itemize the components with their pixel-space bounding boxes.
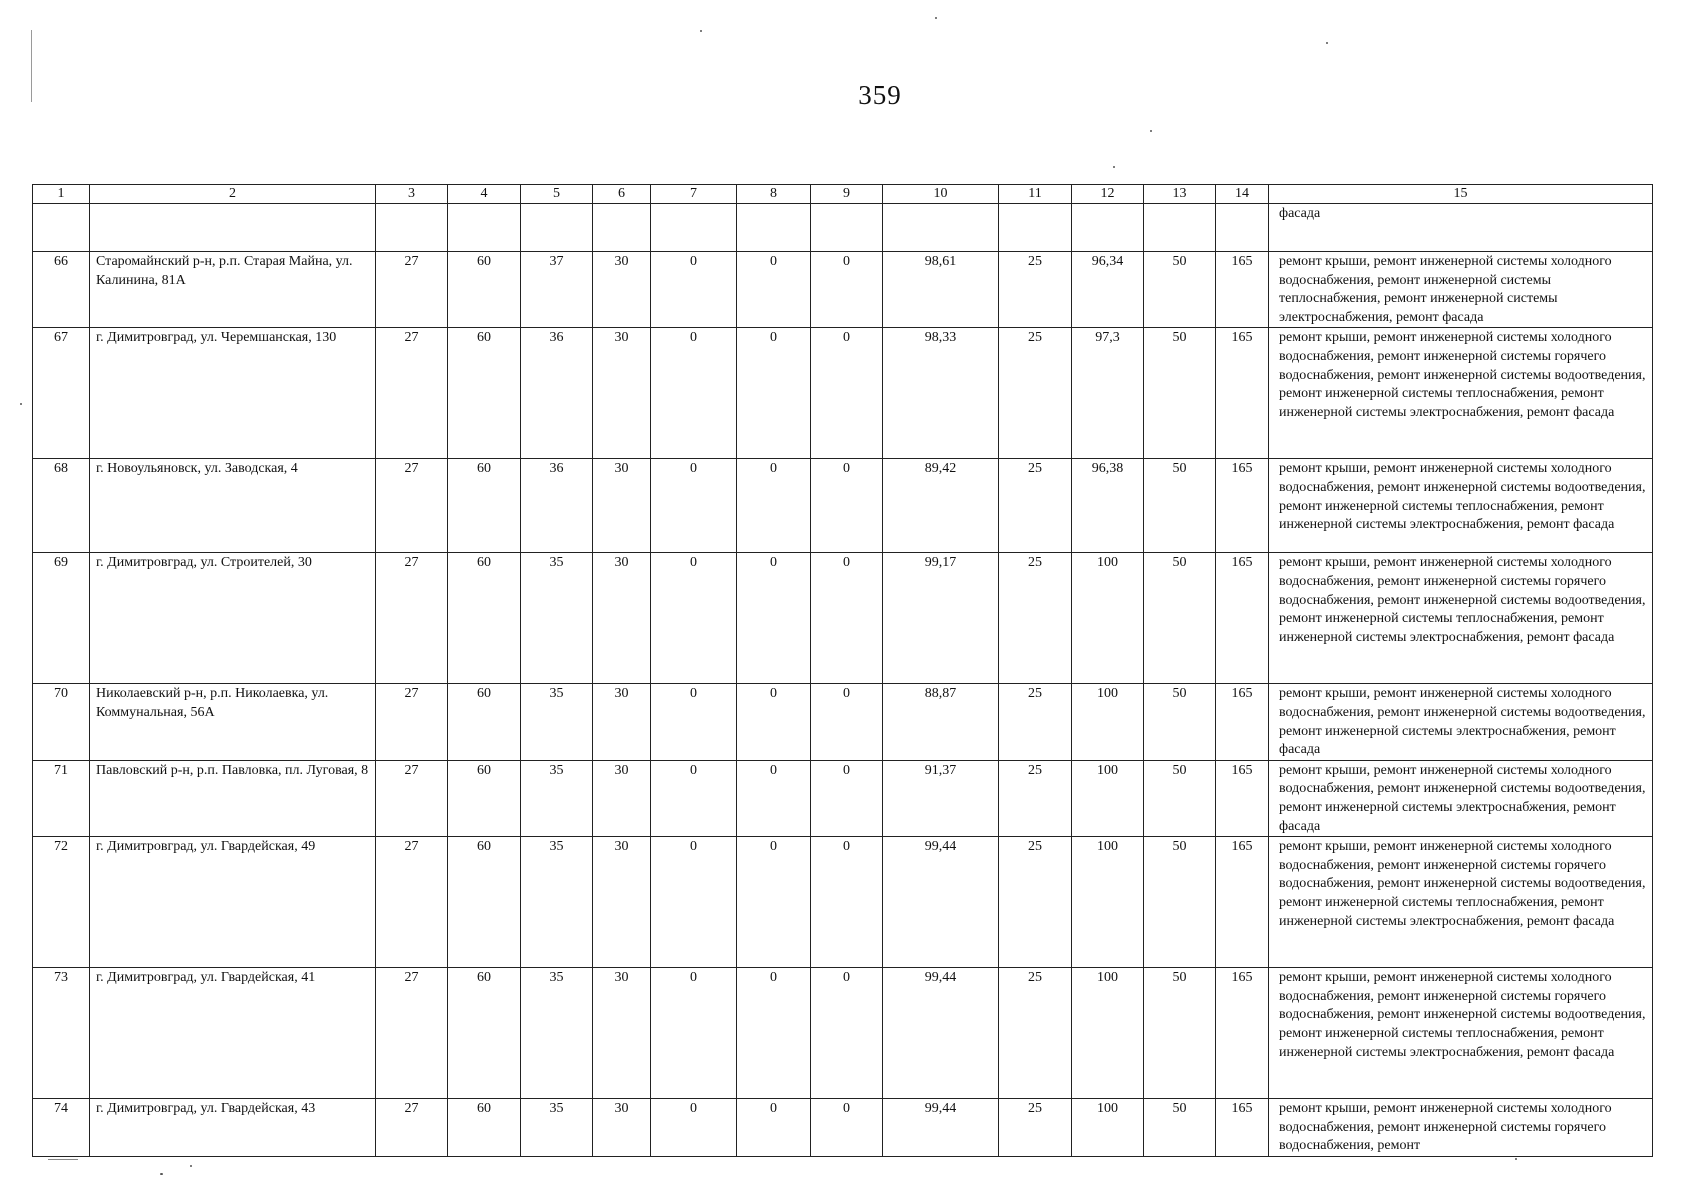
- value-cell-c9: 0: [811, 837, 883, 968]
- value-cell-c13: 50: [1144, 1099, 1216, 1157]
- column-number-5: 5: [521, 185, 593, 204]
- table-row: [33, 459, 1653, 553]
- value-cell-c14: 165: [1216, 760, 1269, 836]
- value-cell-c7: 0: [651, 459, 737, 553]
- value-cell-c14: 165: [1216, 553, 1269, 684]
- scan-speck: [1113, 166, 1115, 168]
- value-cell-c6: 30: [593, 968, 651, 1099]
- value-cell-c5: 36: [521, 459, 593, 553]
- value-cell-c7: 0: [651, 837, 737, 968]
- value-cell-c10: 98,61: [883, 252, 999, 328]
- value-cell-c9: 0: [811, 684, 883, 760]
- cell: [999, 204, 1072, 252]
- value-cell-c12: 100: [1072, 684, 1144, 760]
- value-cell-c9: 0: [811, 252, 883, 328]
- row-number: 66: [33, 252, 90, 328]
- value-cell-c6: 30: [593, 252, 651, 328]
- value-cell-c12: 96,34: [1072, 252, 1144, 328]
- works-cell: ремонт крыши, ремонт инженерной системы холодного водоснабжения, ремонт инженерной системы горячего водоснабжения, ремонт инженерной системы водоотведения, ремонт инженерной системы теплоснабжения, ремонт инженерной системы электроснабжения, ремонт фасада: [1269, 837, 1653, 968]
- cell: [737, 204, 811, 252]
- table-row: [33, 968, 1653, 1099]
- works-cell: ремонт крыши, ремонт инженерной системы холодного водоснабжения, ремонт инженерной системы горячего водоснабжения, ремонт инженерной системы водоотведения, ремонт инженерной системы теплоснабжения, ремонт инженерной системы электроснабжения, ремонт фасада: [1269, 328, 1653, 459]
- value-cell-c10: 99,44: [883, 1099, 999, 1157]
- value-cell-c4: 60: [448, 684, 521, 760]
- value-cell-c11: 25: [999, 684, 1072, 760]
- value-cell-c14: 165: [1216, 837, 1269, 968]
- value-cell-c14: 165: [1216, 1099, 1269, 1157]
- value-cell-c6: 30: [593, 684, 651, 760]
- value-cell-c9: 0: [811, 328, 883, 459]
- value-cell-c6: 30: [593, 459, 651, 553]
- address-cell: Старомайнский р-н, р.п. Старая Майна, ул. Калинина, 81А: [90, 252, 376, 328]
- value-cell-c5: 35: [521, 837, 593, 968]
- value-cell-c5: 36: [521, 328, 593, 459]
- value-cell-c9: 0: [811, 1099, 883, 1157]
- table-row: [33, 252, 1653, 328]
- value-cell-c3: 27: [376, 459, 448, 553]
- value-cell-c13: 50: [1144, 968, 1216, 1099]
- column-number-9: 9: [811, 185, 883, 204]
- works-table: [32, 184, 1653, 1157]
- continuation-row: [33, 204, 1653, 252]
- column-number-1: 1: [33, 185, 90, 204]
- value-cell-c5: 35: [521, 553, 593, 684]
- value-cell-c10: 88,87: [883, 684, 999, 760]
- column-number-8: 8: [737, 185, 811, 204]
- table-row: [33, 760, 1653, 836]
- column-number-11: 11: [999, 185, 1072, 204]
- value-cell-c9: 0: [811, 760, 883, 836]
- value-cell-c7: 0: [651, 252, 737, 328]
- value-cell-c12: 96,38: [1072, 459, 1144, 553]
- row-number: 70: [33, 684, 90, 760]
- value-cell-c6: 30: [593, 837, 651, 968]
- scan-speck: [700, 30, 702, 32]
- table-row: [33, 328, 1653, 459]
- value-cell-c5: 35: [521, 1099, 593, 1157]
- value-cell-c5: 35: [521, 684, 593, 760]
- column-number-2: 2: [90, 185, 376, 204]
- works-cell: ремонт крыши, ремонт инженерной системы холодного водоснабжения, ремонт инженерной системы горячего водоснабжения, ремонт инженерной системы водоотведения, ремонт инженерной системы теплоснабжения, ремонт инженерной системы электроснабжения, ремонт фасада: [1269, 553, 1653, 684]
- value-cell-c11: 25: [999, 459, 1072, 553]
- column-number-13: 13: [1144, 185, 1216, 204]
- address-cell: г. Димитровград, ул. Гвардейская, 49: [90, 837, 376, 968]
- value-cell-c7: 0: [651, 968, 737, 1099]
- works-cell: ремонт крыши, ремонт инженерной системы холодного водоснабжения, ремонт инженерной системы теплоснабжения, ремонт инженерной системы электроснабжения, ремонт фасада: [1269, 252, 1653, 328]
- scan-speck: [20, 403, 22, 405]
- value-cell-c12: 100: [1072, 553, 1144, 684]
- value-cell-c12: 100: [1072, 1099, 1144, 1157]
- value-cell-c12: 97,3: [1072, 328, 1144, 459]
- value-cell-c11: 25: [999, 252, 1072, 328]
- value-cell-c14: 165: [1216, 328, 1269, 459]
- value-cell-c4: 60: [448, 1099, 521, 1157]
- scan-speck: [1150, 130, 1152, 132]
- value-cell-c8: 0: [737, 968, 811, 1099]
- value-cell-c9: 0: [811, 553, 883, 684]
- value-cell-c4: 60: [448, 968, 521, 1099]
- value-cell-c5: 35: [521, 968, 593, 1099]
- value-cell-c7: 0: [651, 760, 737, 836]
- cell: [811, 204, 883, 252]
- value-cell-c7: 0: [651, 553, 737, 684]
- value-cell-c12: 100: [1072, 760, 1144, 836]
- value-cell-c10: 99,44: [883, 968, 999, 1099]
- value-cell-c8: 0: [737, 252, 811, 328]
- value-cell-c10: 99,17: [883, 553, 999, 684]
- value-cell-c7: 0: [651, 1099, 737, 1157]
- column-number-6: 6: [593, 185, 651, 204]
- value-cell-c11: 25: [999, 328, 1072, 459]
- value-cell-c8: 0: [737, 684, 811, 760]
- value-cell-c8: 0: [737, 837, 811, 968]
- row-number: 71: [33, 760, 90, 836]
- column-number-14: 14: [1216, 185, 1269, 204]
- scan-speck: [1515, 1158, 1517, 1160]
- value-cell-c7: 0: [651, 684, 737, 760]
- works-cell: ремонт крыши, ремонт инженерной системы холодного водоснабжения, ремонт инженерной системы водоотведения, ремонт инженерной системы электроснабжения, ремонт фасада: [1269, 684, 1653, 760]
- column-number-10: 10: [883, 185, 999, 204]
- value-cell-c3: 27: [376, 252, 448, 328]
- cell: [90, 204, 376, 252]
- scan-speck: [160, 1173, 163, 1175]
- value-cell-c5: 37: [521, 252, 593, 328]
- works-cell: ремонт крыши, ремонт инженерной системы холодного водоснабжения, ремонт инженерной системы горячего водоснабжения, ремонт: [1269, 1099, 1653, 1157]
- works-cell: ремонт крыши, ремонт инженерной системы холодного водоснабжения, ремонт инженерной системы горячего водоснабжения, ремонт инженерной системы водоотведения, ремонт инженерной системы теплоснабжения, ремонт инженерной системы электроснабжения, ремонт фасада: [1269, 968, 1653, 1099]
- value-cell-c11: 25: [999, 968, 1072, 1099]
- row-number: 72: [33, 837, 90, 968]
- address-cell: г. Димитровград, ул. Черемшанская, 130: [90, 328, 376, 459]
- scan-speck: [1326, 42, 1328, 44]
- address-cell: г. Димитровград, ул. Гвардейская, 43: [90, 1099, 376, 1157]
- cell: [651, 204, 737, 252]
- value-cell-c8: 0: [737, 760, 811, 836]
- value-cell-c7: 0: [651, 328, 737, 459]
- value-cell-c12: 100: [1072, 837, 1144, 968]
- column-number-4: 4: [448, 185, 521, 204]
- cell: [521, 204, 593, 252]
- value-cell-c11: 25: [999, 837, 1072, 968]
- value-cell-c4: 60: [448, 760, 521, 836]
- value-cell-c11: 25: [999, 760, 1072, 836]
- page-number: 359: [858, 80, 902, 110]
- scan-speck: [935, 17, 937, 19]
- value-cell-c3: 27: [376, 968, 448, 1099]
- column-number-3: 3: [376, 185, 448, 204]
- value-cell-c13: 50: [1144, 760, 1216, 836]
- value-cell-c10: 89,42: [883, 459, 999, 553]
- scan-speck: [190, 1165, 192, 1167]
- address-cell: г. Новоульяновск, ул. Заводская, 4: [90, 459, 376, 553]
- value-cell-c14: 165: [1216, 252, 1269, 328]
- value-cell-c8: 0: [737, 553, 811, 684]
- works-cell: ремонт крыши, ремонт инженерной системы холодного водоснабжения, ремонт инженерной системы водоотведения, ремонт инженерной системы электроснабжения, ремонт фасада: [1269, 760, 1653, 836]
- continuation-text: фасада: [1269, 204, 1653, 252]
- cell: [1144, 204, 1216, 252]
- table-row: [33, 837, 1653, 968]
- value-cell-c10: 98,33: [883, 328, 999, 459]
- value-cell-c8: 0: [737, 328, 811, 459]
- value-cell-c11: 25: [999, 553, 1072, 684]
- table-row: [33, 684, 1653, 760]
- value-cell-c13: 50: [1144, 837, 1216, 968]
- cell: [1072, 204, 1144, 252]
- works-cell: ремонт крыши, ремонт инженерной системы холодного водоснабжения, ремонт инженерной системы водоотведения, ремонт инженерной системы теплоснабжения, ремонт инженерной системы электроснабжения, ремонт фасада: [1269, 459, 1653, 553]
- value-cell-c6: 30: [593, 328, 651, 459]
- scan-speck: [48, 1159, 78, 1160]
- table-row: [33, 553, 1653, 684]
- address-cell: г. Димитровград, ул. Строителей, 30: [90, 553, 376, 684]
- value-cell-c11: 25: [999, 1099, 1072, 1157]
- value-cell-c9: 0: [811, 968, 883, 1099]
- value-cell-c4: 60: [448, 837, 521, 968]
- value-cell-c6: 30: [593, 553, 651, 684]
- value-cell-c6: 30: [593, 760, 651, 836]
- value-cell-c13: 50: [1144, 459, 1216, 553]
- value-cell-c13: 50: [1144, 553, 1216, 684]
- value-cell-c4: 60: [448, 553, 521, 684]
- table-row: [33, 1099, 1653, 1157]
- column-number-row: [33, 185, 1653, 204]
- value-cell-c10: 99,44: [883, 837, 999, 968]
- value-cell-c3: 27: [376, 553, 448, 684]
- column-number-7: 7: [651, 185, 737, 204]
- cell: [33, 204, 90, 252]
- column-number-15: 15: [1269, 185, 1653, 204]
- value-cell-c9: 0: [811, 459, 883, 553]
- value-cell-c13: 50: [1144, 684, 1216, 760]
- address-cell: г. Димитровград, ул. Гвардейская, 41: [90, 968, 376, 1099]
- value-cell-c3: 27: [376, 837, 448, 968]
- value-cell-c8: 0: [737, 459, 811, 553]
- row-number: 68: [33, 459, 90, 553]
- value-cell-c5: 35: [521, 760, 593, 836]
- cell: [1216, 204, 1269, 252]
- value-cell-c4: 60: [448, 459, 521, 553]
- value-cell-c3: 27: [376, 760, 448, 836]
- value-cell-c14: 165: [1216, 684, 1269, 760]
- value-cell-c12: 100: [1072, 968, 1144, 1099]
- value-cell-c3: 27: [376, 684, 448, 760]
- value-cell-c3: 27: [376, 1099, 448, 1157]
- address-cell: Павловский р-н, р.п. Павловка, пл. Луговая, 8: [90, 760, 376, 836]
- value-cell-c13: 50: [1144, 328, 1216, 459]
- value-cell-c4: 60: [448, 328, 521, 459]
- value-cell-c10: 91,37: [883, 760, 999, 836]
- cell: [593, 204, 651, 252]
- value-cell-c13: 50: [1144, 252, 1216, 328]
- address-cell: Николаевский р-н, р.п. Николаевка, ул. Коммунальная, 56А: [90, 684, 376, 760]
- cell: [376, 204, 448, 252]
- cell: [448, 204, 521, 252]
- value-cell-c14: 165: [1216, 459, 1269, 553]
- value-cell-c3: 27: [376, 328, 448, 459]
- cell: [883, 204, 999, 252]
- value-cell-c14: 165: [1216, 968, 1269, 1099]
- value-cell-c8: 0: [737, 1099, 811, 1157]
- column-number-12: 12: [1072, 185, 1144, 204]
- row-number: 69: [33, 553, 90, 684]
- row-number: 67: [33, 328, 90, 459]
- value-cell-c4: 60: [448, 252, 521, 328]
- value-cell-c6: 30: [593, 1099, 651, 1157]
- row-number: 73: [33, 968, 90, 1099]
- row-number: 74: [33, 1099, 90, 1157]
